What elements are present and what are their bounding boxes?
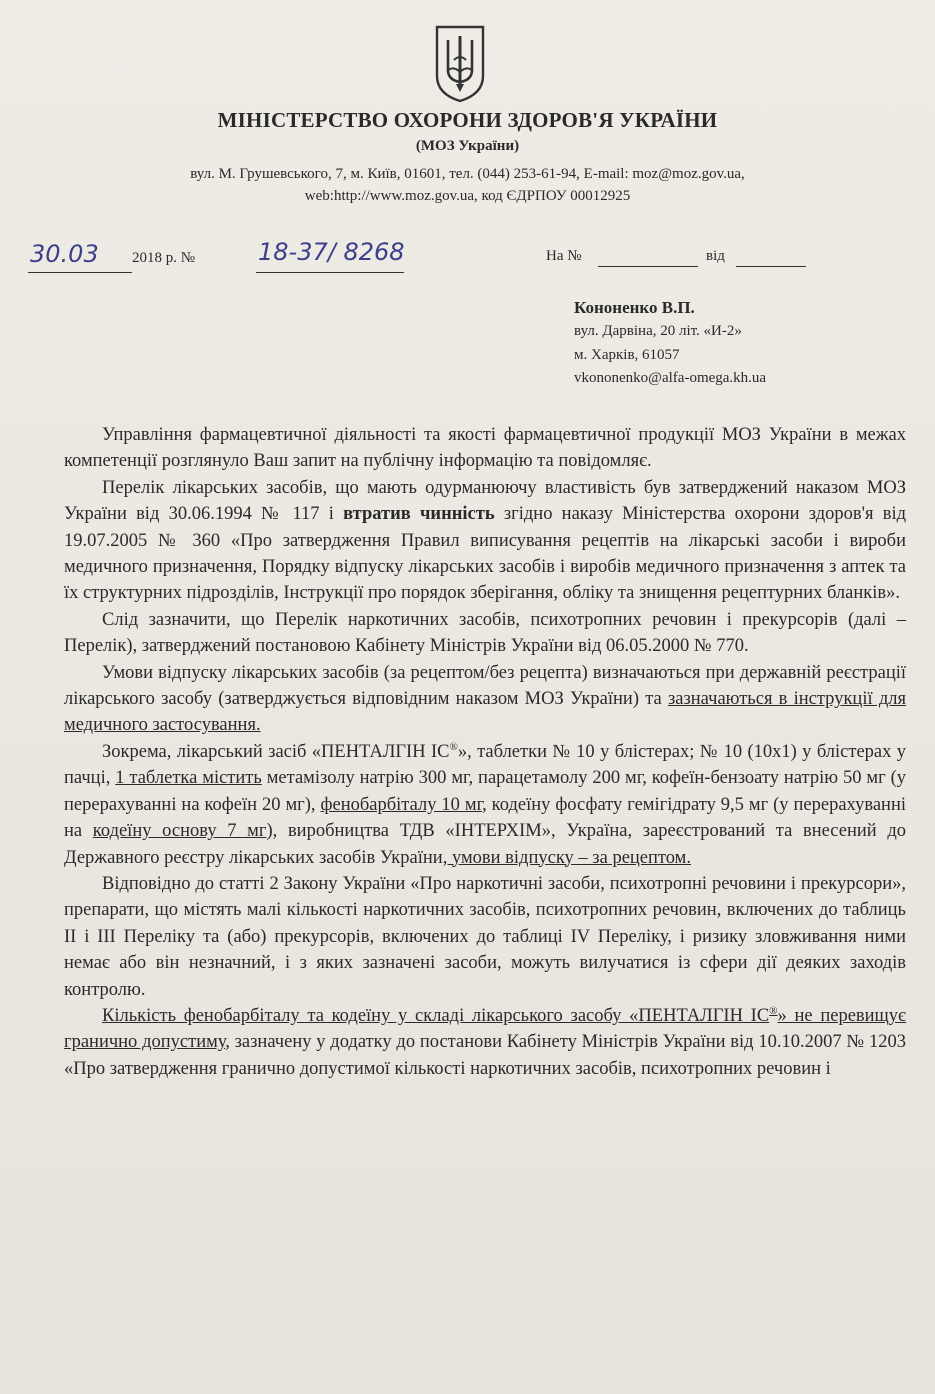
- paragraph-7: Кількість фенобарбіталу та кодеїну у складі лікарського засобу «ПЕНТАЛГІН ІС®» не перевищує гранично допустиму, зазначену у додатку до постанови Кабінету Міністрів України від 10.10.2007 № 1203 «Про затвердження гранично допустимої кількості наркотичних засобів, психотропних речовин і: [64, 1004, 906, 1079]
- ministry-abbreviation: (МОЗ України): [415, 138, 520, 154]
- reference-date-blank: [736, 266, 806, 267]
- paragraph-2: Перелік лікарських засобів, що мають одурманюючу властивість був затверджений наказом МОЗ України від 30.06.1994 № 117 і втратив чинність згідно наказу Міністерства охорони здоров'я від 19.07.2005 № 360 «Про затвердження Правил виписування рецептів на лікарські засоби і вироби медичного призначення, Порядку відпуску лікарських засобів і виробів медичного призначення з аптек та їх структурних підрозділів, Інструкції про порядок зберігання, обліку та знищення рецептурних бланків».: [64, 477, 906, 604]
- tryzub-coat-of-arms-icon: [434, 24, 486, 104]
- outgoing-number-handwritten: 18-37/ 8268: [258, 238, 405, 266]
- paragraph-5: Зокрема, лікарський засіб «ПЕНТАЛГІН ІС®», таблетки № 10 у блістерах; № 10 (10х1) у блістерах у пачці, 1 таблетка містить метамізолу натрію 300 мг, парацетамолу 200 мг, кофеїн-бензоату натрію 50 мг (у перерахуванні на кофеїн 20 мг), фенобарбіталу 10 мг, кодеїну фосфату гемігідрату 9,5 мг (у перерахуванні на кодеїну основу 7 мг), виробництва ТДВ «ІНТЕРХІМ», Україна, зареєстрований та внесений до Державного реєстру лікарських засобів України, умови відпуску – за рецептом.: [64, 740, 906, 868]
- letter-body: [64, 422, 906, 1082]
- ministry-address-line-1: вул. М. Грушевського, 7, м. Київ, 01601, тел. (044) 253-61-94, E-mail: moz@moz.gov.ua,: [190, 166, 745, 182]
- ministry-title: МІНІСТЕРСТВО ОХОРОНИ ЗДОРОВ'Я УКРАЇНИ: [217, 108, 718, 132]
- date-underline: [28, 272, 132, 273]
- ministry-address-line-2: web:http://www.moz.gov.ua, код ЄДРПОУ 00012925: [304, 188, 631, 204]
- outgoing-date-handwritten: 30.03: [30, 240, 99, 268]
- recipient-name: Кононенко В.П.: [574, 298, 695, 317]
- outgoing-year-label: 2018 р. №: [132, 250, 196, 266]
- recipient-email: vkononenko@alfa-omega.kh.ua: [574, 370, 767, 386]
- paragraph-6: Відповідно до статті 2 Закону України «Про наркотичні засоби, психотропні речовини і прекурсори», препарати, що містять малі кількості наркотичних засобів, психотропних речовин, включених до таблиць II і III Переліку та (або) прекурсорів, включених до таблиці IV Переліку, і ризику зловживання ними немає або він незначний, і з яких зазначені засоби, можуть вилучатися із сфери дії деяких заходів контролю.: [64, 873, 906, 1000]
- paragraph-1: Управління фармацевтичної діяльності та якості фармацевтичної продукції МОЗ України в межах компетенції розглянуло Ваш запит на публічну інформацію та повідомляє.: [64, 425, 906, 472]
- number-underline: [256, 272, 404, 273]
- paragraph-3: Слід зазначити, що Перелік наркотичних засобів, психотропних речовин і прекурсорів (далі – Перелік), затверджений постановою Кабінету Міністрів України від 06.05.2000 № 770.: [64, 609, 906, 657]
- reference-number-blank: [598, 266, 698, 267]
- paragraph-4: Умови відпуску лікарських засобів (за рецептом/без рецепта) визначаються при державній реєстрації лікарського засобу (затверджується відповідним наказом МОЗ України) та зазначаються в інструкції для медичного застосування.: [64, 662, 906, 736]
- lost-force-emphasis: втратив чинність: [343, 504, 495, 525]
- reference-number-label: На №: [546, 248, 582, 264]
- recipient-street: вул. Дарвіна, 20 літ. «И-2»: [574, 323, 742, 339]
- reference-from-label: від: [706, 248, 725, 264]
- recipient-city: м. Харків, 61057: [574, 347, 680, 363]
